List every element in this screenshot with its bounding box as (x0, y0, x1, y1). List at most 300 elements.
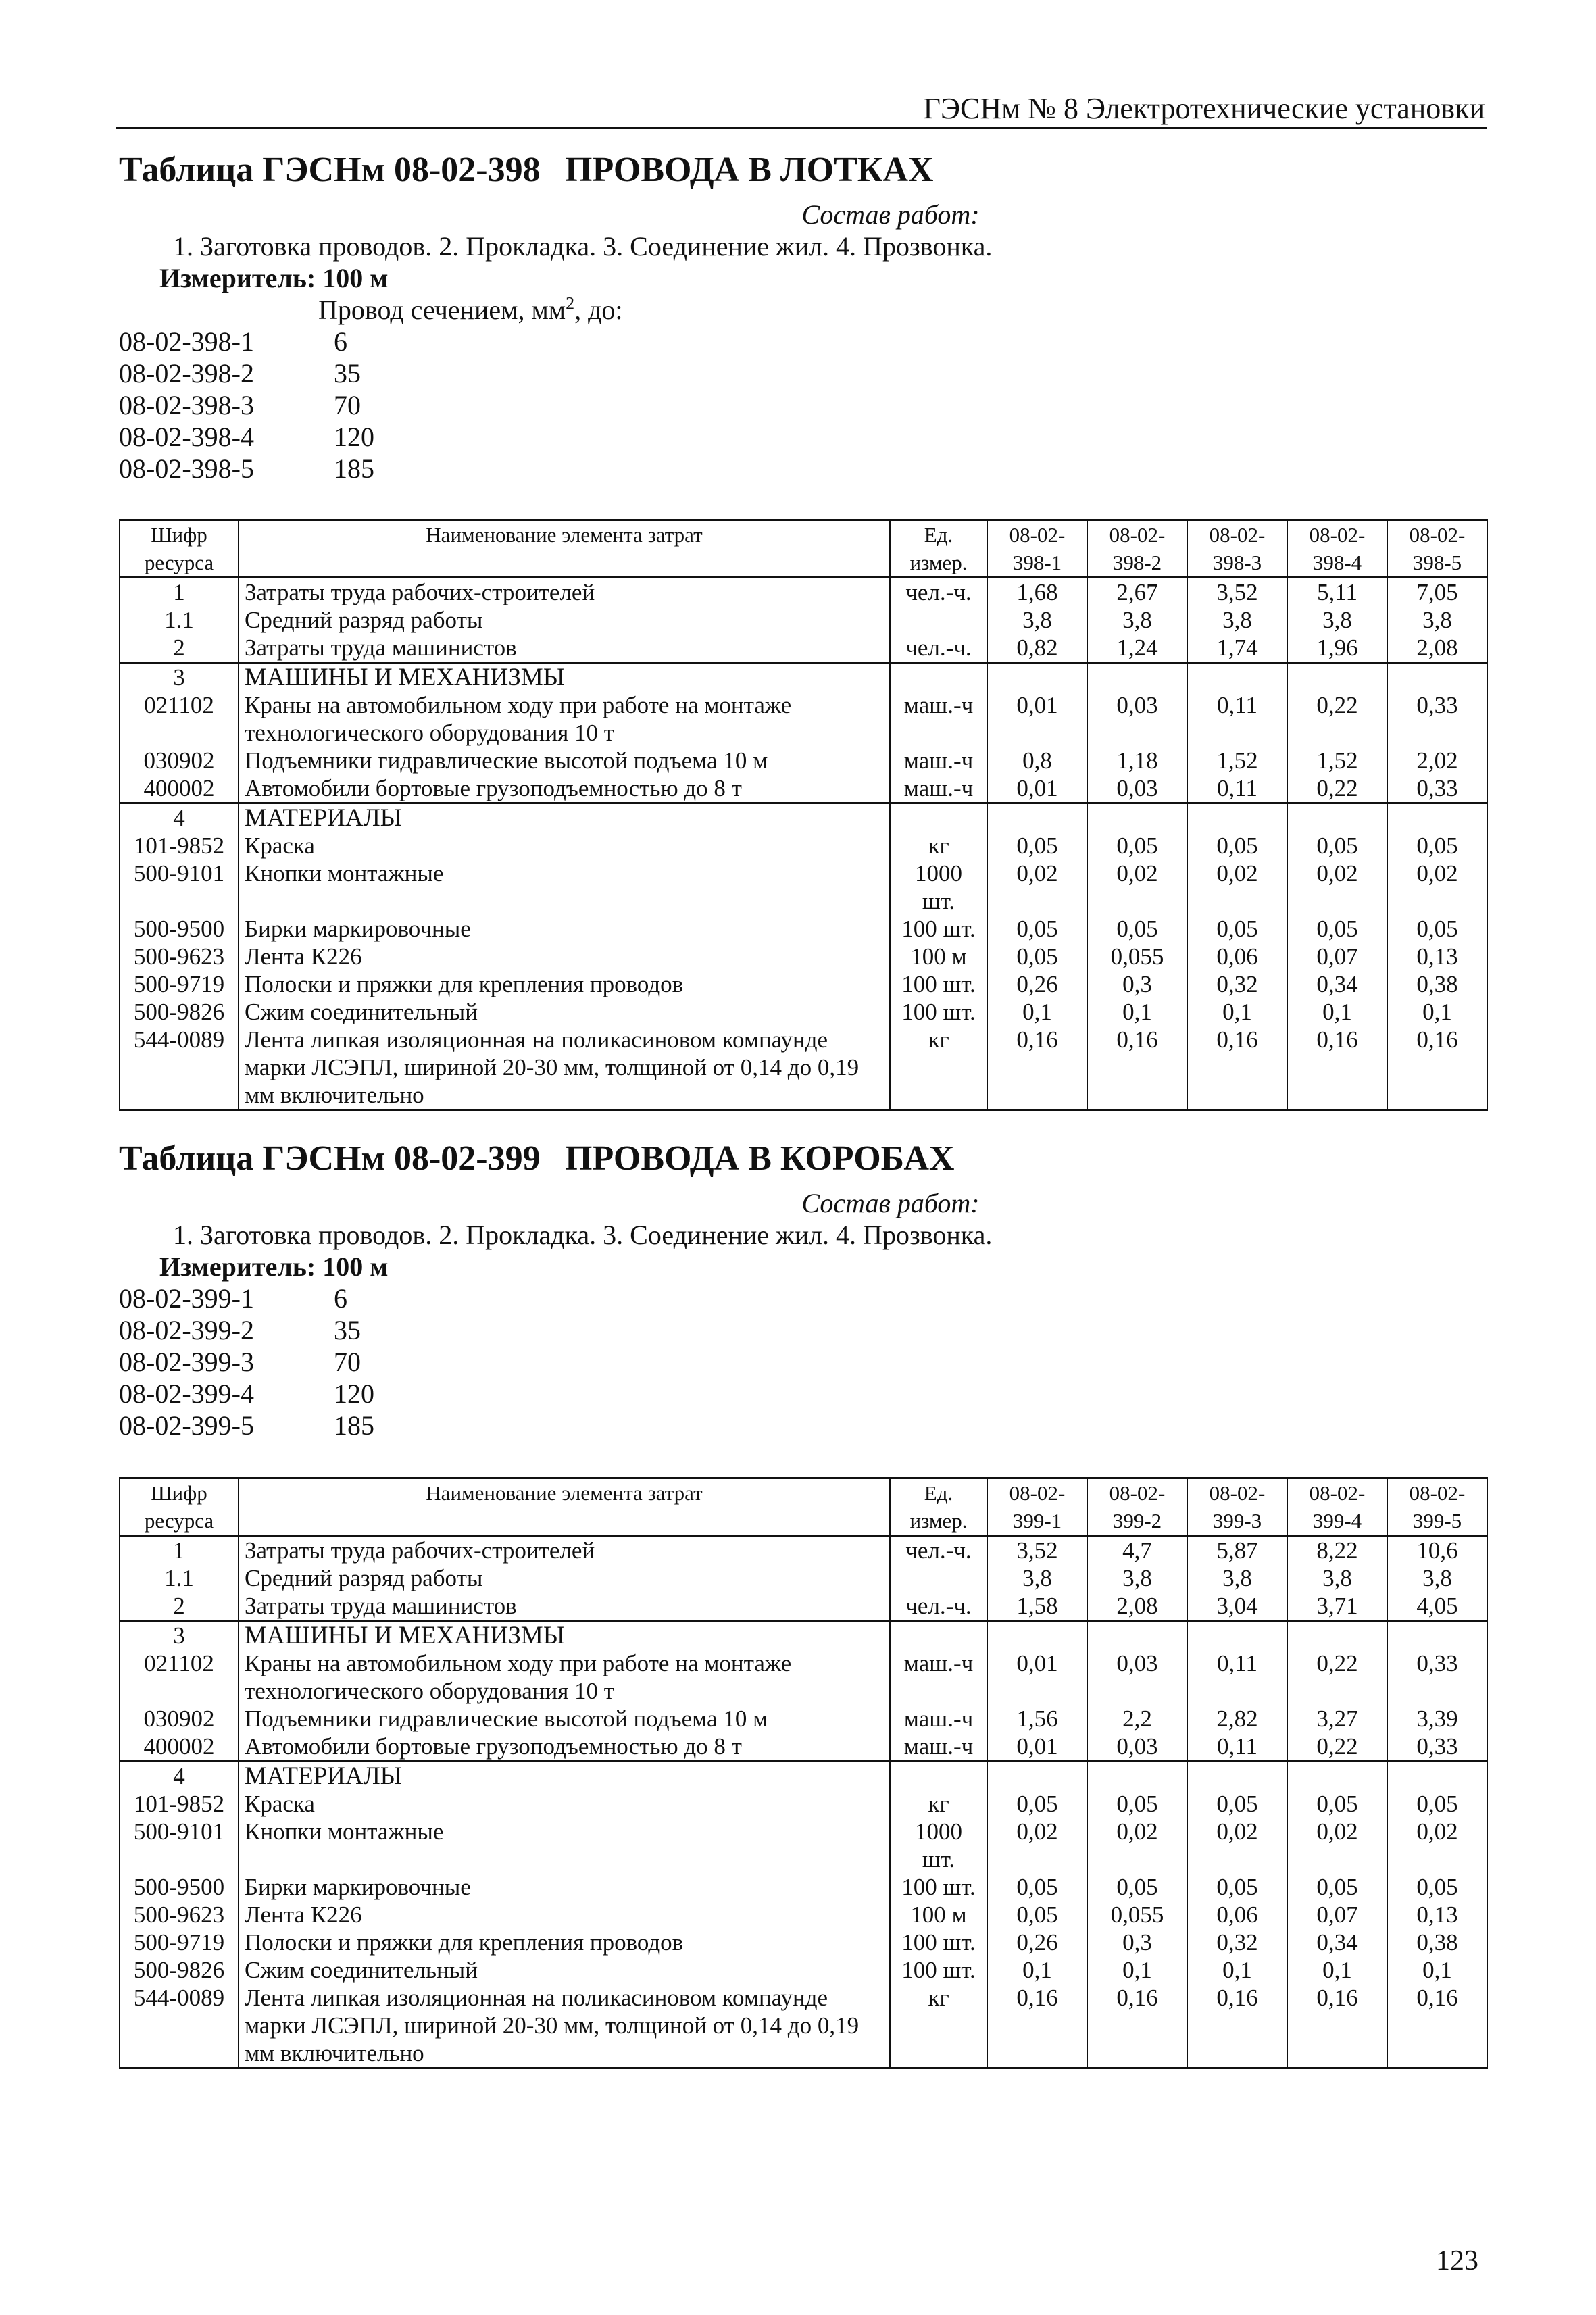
group-title-cell: МАТЕРИАЛЫ (239, 803, 890, 832)
header-col-1: 08-02-398-1 (987, 520, 1087, 578)
parameter-label-sup: 2 (566, 293, 575, 314)
variant-code: 08-02-399-2 (119, 1315, 254, 1345)
value-cell (1187, 803, 1287, 832)
resource-name-cell: Средний разряд работы (239, 606, 890, 634)
value-cell: 2,2 (1087, 1705, 1187, 1733)
resource-name-cell: Затраты труда рабочих-строителей (239, 1536, 890, 1565)
resource-name-cell: Лента липкая изоляционная на поликасиновом компаунде марки ЛСЭПЛ, шириной 20-30 мм, толщиной от 0,14 до 0,19 мм включительно (239, 1984, 890, 2068)
variant-row (119, 1378, 1487, 1410)
resource-name-cell: Подъемники гидравлические высотой подъема 10 м (239, 747, 890, 774)
value-cell: 1,58 (987, 1592, 1087, 1621)
resource-code-cell: 1.1 (120, 1564, 239, 1592)
value-cell: 1,52 (1187, 747, 1287, 774)
value-cell: 0,02 (1287, 1818, 1387, 1873)
value-cell: 0,01 (987, 774, 1087, 803)
value-cell: 3,52 (1187, 578, 1287, 607)
value-cell: 3,8 (1387, 1564, 1487, 1592)
table-row (120, 1026, 1487, 1110)
unit-cell: 100 шт. (890, 1873, 987, 1901)
table-row (120, 663, 1487, 692)
variant-code: 08-02-398-2 (119, 358, 254, 389)
variant-code: 08-02-398-5 (119, 453, 254, 484)
value-cell: 0,3 (1087, 970, 1187, 998)
variant-code: 08-02-398-1 (119, 326, 254, 357)
value-cell: 0,33 (1387, 774, 1487, 803)
value-cell: 0,33 (1387, 1733, 1487, 1762)
value-cell: 0,1 (1187, 1956, 1287, 1984)
value-cell: 1,68 (987, 578, 1087, 607)
value-cell: 0,34 (1287, 970, 1387, 998)
variant-code: 08-02-398-4 (119, 422, 254, 452)
unit-cell: кг (890, 1790, 987, 1818)
value-cell: 0,1 (1387, 998, 1487, 1026)
value-cell: 3,04 (1187, 1592, 1287, 1621)
value-cell: 7,05 (1387, 578, 1487, 607)
value-cell: 3,8 (1187, 606, 1287, 634)
table-row (120, 1762, 1487, 1791)
value-cell: 3,8 (987, 606, 1087, 634)
header-code: Шифр ресурса (120, 1478, 239, 1536)
value-cell: 2,08 (1387, 634, 1487, 663)
table-title (119, 1139, 1487, 1187)
unit-cell (890, 1762, 987, 1791)
variant-row (119, 1283, 1487, 1314)
value-cell: 4,7 (1087, 1536, 1187, 1565)
page-header-text: ГЭСНм № 8 Электротехнические установки (923, 92, 1485, 125)
value-cell (1087, 1621, 1187, 1650)
parameter-label (119, 294, 1487, 326)
resource-code-cell: 021102 (120, 691, 239, 747)
resource-code-cell: 101-9852 (120, 1790, 239, 1818)
value-cell: 0,33 (1387, 1649, 1487, 1705)
unit-cell: маш.-ч (890, 747, 987, 774)
table-row (120, 691, 1487, 747)
value-cell: 0,22 (1287, 1649, 1387, 1705)
variant-value: 120 (334, 1378, 374, 1409)
resource-code-cell: 544-0089 (120, 1984, 239, 2068)
value-cell: 2,82 (1187, 1705, 1287, 1733)
value-cell: 0,16 (987, 1026, 1087, 1110)
value-cell: 0,05 (987, 915, 1087, 943)
resource-name-cell: Кнопки монтажные (239, 860, 890, 915)
value-cell: 3,27 (1287, 1705, 1387, 1733)
value-cell: 0,11 (1187, 1649, 1287, 1705)
resource-code-cell: 3 (120, 663, 239, 692)
value-cell: 0,16 (1087, 1026, 1187, 1110)
variant-value: 35 (334, 1315, 361, 1345)
value-cell: 0,05 (987, 1873, 1087, 1901)
unit-cell: 100 шт. (890, 970, 987, 998)
table-row (120, 1928, 1487, 1956)
resource-code-cell: 1 (120, 578, 239, 607)
resource-code-cell: 2 (120, 1592, 239, 1621)
value-cell: 0,11 (1187, 691, 1287, 747)
resource-code-cell: 500-9826 (120, 998, 239, 1026)
unit-cell: 1000 шт. (890, 1818, 987, 1873)
resource-code-cell: 3 (120, 1621, 239, 1650)
value-cell: 0,06 (1187, 943, 1287, 970)
value-cell: 0,05 (987, 1790, 1087, 1818)
resource-name-cell: Полоски и пряжки для крепления проводов (239, 1928, 890, 1956)
value-cell: 4,05 (1387, 1592, 1487, 1621)
unit-cell: чел.-ч. (890, 578, 987, 607)
measure-unit: Измеритель: 100 м (159, 263, 389, 293)
value-cell: 0,82 (987, 634, 1087, 663)
value-cell (1287, 663, 1387, 692)
resource-code-cell: 500-9101 (120, 860, 239, 915)
value-cell: 0,11 (1187, 1733, 1287, 1762)
value-cell: 0,02 (1387, 1818, 1487, 1873)
resource-name-cell: Бирки маркировочные (239, 1873, 890, 1901)
resource-code-cell: 544-0089 (120, 1026, 239, 1110)
value-cell: 0,16 (1287, 1984, 1387, 2068)
unit-cell: 100 шт. (890, 1928, 987, 1956)
value-cell: 0,16 (1287, 1026, 1387, 1110)
value-cell: 0,33 (1387, 691, 1487, 747)
resource-name-cell: Лента липкая изоляционная на поликасиновом компаунде марки ЛСЭПЛ, шириной 20-30 мм, толщиной от 0,14 до 0,19 мм включительно (239, 1026, 890, 1110)
resource-code-cell: 400002 (120, 774, 239, 803)
unit-cell: кг (890, 1984, 987, 2068)
variant-row (119, 453, 1487, 484)
value-cell: 0,32 (1187, 1928, 1287, 1956)
unit-cell: 100 шт. (890, 915, 987, 943)
value-cell: 2,67 (1087, 578, 1187, 607)
value-cell: 0,13 (1387, 943, 1487, 970)
value-cell: 3,8 (987, 1564, 1087, 1592)
value-cell: 0,06 (1187, 1901, 1287, 1928)
header-col-3: 08-02-399-3 (1187, 1478, 1287, 1536)
unit-cell (890, 1564, 987, 1592)
value-cell: 0,02 (1187, 1818, 1287, 1873)
unit-cell: 100 м (890, 943, 987, 970)
resource-name-cell: Сжим соединительный (239, 998, 890, 1026)
value-cell: 0,1 (1387, 1956, 1487, 1984)
value-cell: 0,02 (987, 1818, 1087, 1873)
variant-code: 08-02-399-5 (119, 1410, 254, 1441)
table-row (120, 943, 1487, 970)
value-cell: 0,16 (1387, 1984, 1487, 2068)
resource-name-cell: Краны на автомобильном ходу при работе на монтаже технологического оборудования 10 т (239, 691, 890, 747)
variant-code: 08-02-398-3 (119, 390, 254, 420)
group-title-cell: МАШИНЫ И МЕХАНИЗМЫ (239, 1621, 890, 1650)
value-cell: 0,05 (1087, 1873, 1187, 1901)
unit-cell (890, 803, 987, 832)
value-cell: 0,01 (987, 1649, 1087, 1705)
value-cell: 0,05 (1187, 1790, 1287, 1818)
table-header-row (120, 1478, 1487, 1536)
value-cell: 0,38 (1387, 970, 1487, 998)
parameter-label-suffix: , до: (574, 295, 623, 325)
value-cell: 0,16 (987, 1984, 1087, 2068)
variant-code: 08-02-399-1 (119, 1283, 254, 1314)
header-code: Шифр ресурса (120, 520, 239, 578)
value-cell: 3,8 (1087, 1564, 1187, 1592)
value-cell: 0,26 (987, 1928, 1087, 1956)
unit-cell: 100 шт. (890, 998, 987, 1026)
resource-code-cell: 021102 (120, 1649, 239, 1705)
unit-cell: 100 шт. (890, 1956, 987, 1984)
value-cell: 1,24 (1087, 634, 1187, 663)
unit-cell: кг (890, 1026, 987, 1110)
group-title-cell: МАТЕРИАЛЫ (239, 1762, 890, 1791)
value-cell (1387, 1762, 1487, 1791)
value-cell: 0,26 (987, 970, 1087, 998)
table-row (120, 860, 1487, 915)
variant-row (119, 326, 1487, 357)
resource-name-cell: Лента К226 (239, 1901, 890, 1928)
table-row (120, 1649, 1487, 1705)
resource-code-cell: 500-9623 (120, 1901, 239, 1928)
resource-name-cell: Лента К226 (239, 943, 890, 970)
table-row (120, 1621, 1487, 1650)
table-title-name: ПРОВОДА В КОРОБАХ (565, 1139, 955, 1178)
value-cell: 0,07 (1287, 943, 1387, 970)
header-name: Наименование элемента затрат (239, 1478, 890, 1536)
value-cell (1387, 1621, 1487, 1650)
value-cell: 0,8 (987, 747, 1087, 774)
value-cell: 0,02 (1087, 860, 1187, 915)
variant-row (119, 1346, 1487, 1378)
resource-code-cell: 030902 (120, 747, 239, 774)
table-row (120, 1873, 1487, 1901)
value-cell (987, 663, 1087, 692)
value-cell: 1,52 (1287, 747, 1387, 774)
value-cell (1287, 1621, 1387, 1650)
table-row (120, 747, 1487, 774)
value-cell: 0,02 (1087, 1818, 1187, 1873)
resource-code-cell: 500-9719 (120, 970, 239, 998)
table-row (120, 1956, 1487, 1984)
variant-value: 120 (334, 422, 374, 452)
header-col-4: 08-02-398-4 (1287, 520, 1387, 578)
works-list: 1. Заготовка проводов. 2. Прокладка. 3. Соединение жил. 4. Прозвонка. (173, 231, 993, 262)
value-cell: 0,05 (987, 1901, 1087, 1928)
value-cell (1187, 1762, 1287, 1791)
unit-cell (890, 663, 987, 692)
header-name: Наименование элемента затрат (239, 520, 890, 578)
value-cell: 0,34 (1287, 1928, 1387, 1956)
resource-code-cell: 4 (120, 803, 239, 832)
header-col-5: 08-02-399-5 (1387, 1478, 1487, 1536)
value-cell: 0,05 (1287, 832, 1387, 860)
value-cell: 0,03 (1087, 1733, 1187, 1762)
value-cell: 2,08 (1087, 1592, 1187, 1621)
table-title (119, 150, 1487, 199)
value-cell: 0,1 (1287, 1956, 1387, 1984)
table-row (120, 1790, 1487, 1818)
table-row (120, 970, 1487, 998)
unit-cell: чел.-ч. (890, 634, 987, 663)
value-cell: 0,1 (1287, 998, 1387, 1026)
resource-code-cell: 1.1 (120, 606, 239, 634)
value-cell: 1,74 (1187, 634, 1287, 663)
value-cell: 0,03 (1087, 774, 1187, 803)
composition-caption: Состав работ: (801, 1188, 980, 1218)
table-row (120, 1536, 1487, 1565)
value-cell: 0,05 (1287, 915, 1387, 943)
value-cell: 3,8 (1287, 1564, 1387, 1592)
value-cell: 0,055 (1087, 1901, 1187, 1928)
resource-name-cell: Затраты труда машинистов (239, 1592, 890, 1621)
table-row (120, 1901, 1487, 1928)
value-cell: 1,96 (1287, 634, 1387, 663)
resource-name-cell: Автомобили бортовые грузоподъемностью до 8 т (239, 1733, 890, 1762)
measure-unit: Измеритель: 100 м (159, 1251, 389, 1282)
variant-value: 35 (334, 358, 361, 389)
header-col-5: 08-02-398-5 (1387, 520, 1487, 578)
resource-code-cell: 500-9101 (120, 1818, 239, 1873)
table-row (120, 634, 1487, 663)
resource-name-cell: Средний разряд работы (239, 1564, 890, 1592)
resource-code-cell: 1 (120, 1536, 239, 1565)
resource-name-cell: Кнопки монтажные (239, 1818, 890, 1873)
table-row (120, 1818, 1487, 1873)
value-cell: 0,05 (1087, 1790, 1187, 1818)
variant-row (119, 357, 1487, 389)
value-cell: 5,87 (1187, 1536, 1287, 1565)
unit-cell: маш.-ч (890, 774, 987, 803)
variant-value: 6 (334, 1283, 347, 1314)
value-cell: 8,22 (1287, 1536, 1387, 1565)
header-col-2: 08-02-399-2 (1087, 1478, 1187, 1536)
variant-value: 70 (334, 390, 361, 420)
value-cell: 0,1 (1087, 998, 1187, 1026)
resource-code-cell: 500-9500 (120, 915, 239, 943)
table-row (120, 606, 1487, 634)
group-title-cell: МАШИНЫ И МЕХАНИЗМЫ (239, 663, 890, 692)
table-row (120, 803, 1487, 832)
value-cell: 3,39 (1387, 1705, 1487, 1733)
value-cell: 0,05 (987, 832, 1087, 860)
resource-name-cell: Затраты труда рабочих-строителей (239, 578, 890, 607)
resource-name-cell: Автомобили бортовые грузоподъемностью до 8 т (239, 774, 890, 803)
value-cell (987, 1762, 1087, 1791)
value-cell: 0,16 (1087, 1984, 1187, 2068)
header-col-3: 08-02-398-3 (1187, 520, 1287, 578)
unit-cell: маш.-ч (890, 691, 987, 747)
variant-code: 08-02-399-3 (119, 1347, 254, 1377)
value-cell: 0,1 (1187, 998, 1287, 1026)
table-row (120, 1592, 1487, 1621)
resource-name-cell: Бирки маркировочные (239, 915, 890, 943)
unit-cell: маш.-ч (890, 1649, 987, 1705)
variant-value: 185 (334, 1410, 374, 1441)
table-title-code: Таблица ГЭСНм 08-02-398 (119, 151, 541, 189)
value-cell: 0,38 (1387, 1928, 1487, 1956)
variant-row (119, 1410, 1487, 1441)
unit-cell: маш.-ч (890, 1705, 987, 1733)
value-cell: 1,56 (987, 1705, 1087, 1733)
value-cell: 0,16 (1187, 1026, 1287, 1110)
value-cell (1287, 1762, 1387, 1791)
value-cell (1187, 1621, 1287, 1650)
variant-value: 6 (334, 326, 347, 357)
table-row (120, 915, 1487, 943)
value-cell: 0,05 (1387, 832, 1487, 860)
value-cell: 0,05 (1287, 1790, 1387, 1818)
header-col-4: 08-02-399-4 (1287, 1478, 1387, 1536)
table-row (120, 1564, 1487, 1592)
resource-table (119, 1477, 1488, 2069)
table-row (120, 1984, 1487, 2068)
page-number: 123 (1436, 2245, 1478, 2276)
table-header-row (120, 520, 1487, 578)
value-cell (1387, 803, 1487, 832)
value-cell: 0,11 (1187, 774, 1287, 803)
value-cell: 1,18 (1087, 747, 1187, 774)
resource-name-cell: Затраты труда машинистов (239, 634, 890, 663)
value-cell: 0,1 (1087, 1956, 1187, 1984)
header-col-2: 08-02-398-2 (1087, 520, 1187, 578)
composition-caption: Состав работ: (801, 199, 980, 230)
value-cell: 0,02 (987, 860, 1087, 915)
variant-row (119, 421, 1487, 453)
value-cell (1387, 663, 1487, 692)
resource-code-cell: 4 (120, 1762, 239, 1791)
resource-name-cell: Подъемники гидравлические высотой подъема 10 м (239, 1705, 890, 1733)
unit-cell: чел.-ч. (890, 1536, 987, 1565)
value-cell: 0,16 (1187, 1984, 1287, 2068)
value-cell: 0,07 (1287, 1901, 1387, 1928)
resource-code-cell: 500-9719 (120, 1928, 239, 1956)
value-cell: 0,16 (1387, 1026, 1487, 1110)
value-cell: 0,22 (1287, 774, 1387, 803)
value-cell: 0,05 (1087, 915, 1187, 943)
variant-row (119, 1314, 1487, 1346)
unit-cell (890, 1621, 987, 1650)
value-cell: 0,02 (1287, 860, 1387, 915)
resource-name-cell: Сжим соединительный (239, 1956, 890, 1984)
value-cell: 3,8 (1187, 1564, 1287, 1592)
page-header (116, 88, 1487, 129)
value-cell: 3,8 (1287, 606, 1387, 634)
header-unit: Ед. измер. (890, 520, 987, 578)
value-cell: 0,01 (987, 1733, 1087, 1762)
value-cell (1087, 663, 1187, 692)
value-cell (1087, 803, 1187, 832)
variant-value: 70 (334, 1347, 361, 1377)
value-cell: 0,22 (1287, 1733, 1387, 1762)
resource-name-cell: Краска (239, 1790, 890, 1818)
parameter-label-text: Провод сечением, мм (318, 295, 566, 325)
section-399 (119, 1139, 1487, 1441)
value-cell: 0,05 (987, 943, 1087, 970)
value-cell: 0,055 (1087, 943, 1187, 970)
variant-code: 08-02-399-4 (119, 1378, 254, 1409)
value-cell: 0,05 (1187, 1873, 1287, 1901)
value-cell (1287, 803, 1387, 832)
section-398 (119, 150, 1487, 484)
value-cell: 0,05 (1187, 915, 1287, 943)
unit-cell: кг (890, 832, 987, 860)
table-row (120, 774, 1487, 803)
value-cell: 3,52 (987, 1536, 1087, 1565)
resource-code-cell: 500-9826 (120, 1956, 239, 1984)
resource-name-cell: Краска (239, 832, 890, 860)
value-cell: 0,1 (987, 1956, 1087, 1984)
table-title-code: Таблица ГЭСНм 08-02-399 (119, 1139, 541, 1178)
value-cell: 0,05 (1387, 1790, 1487, 1818)
resource-code-cell: 101-9852 (120, 832, 239, 860)
unit-cell: чел.-ч. (890, 1592, 987, 1621)
value-cell: 0,3 (1087, 1928, 1187, 1956)
value-cell: 0,03 (1087, 691, 1187, 747)
header-col-1: 08-02-399-1 (987, 1478, 1087, 1536)
table-row (120, 1705, 1487, 1733)
resource-name-cell: Полоски и пряжки для крепления проводов (239, 970, 890, 998)
value-cell: 0,13 (1387, 1901, 1487, 1928)
header-unit: Ед. измер. (890, 1478, 987, 1536)
